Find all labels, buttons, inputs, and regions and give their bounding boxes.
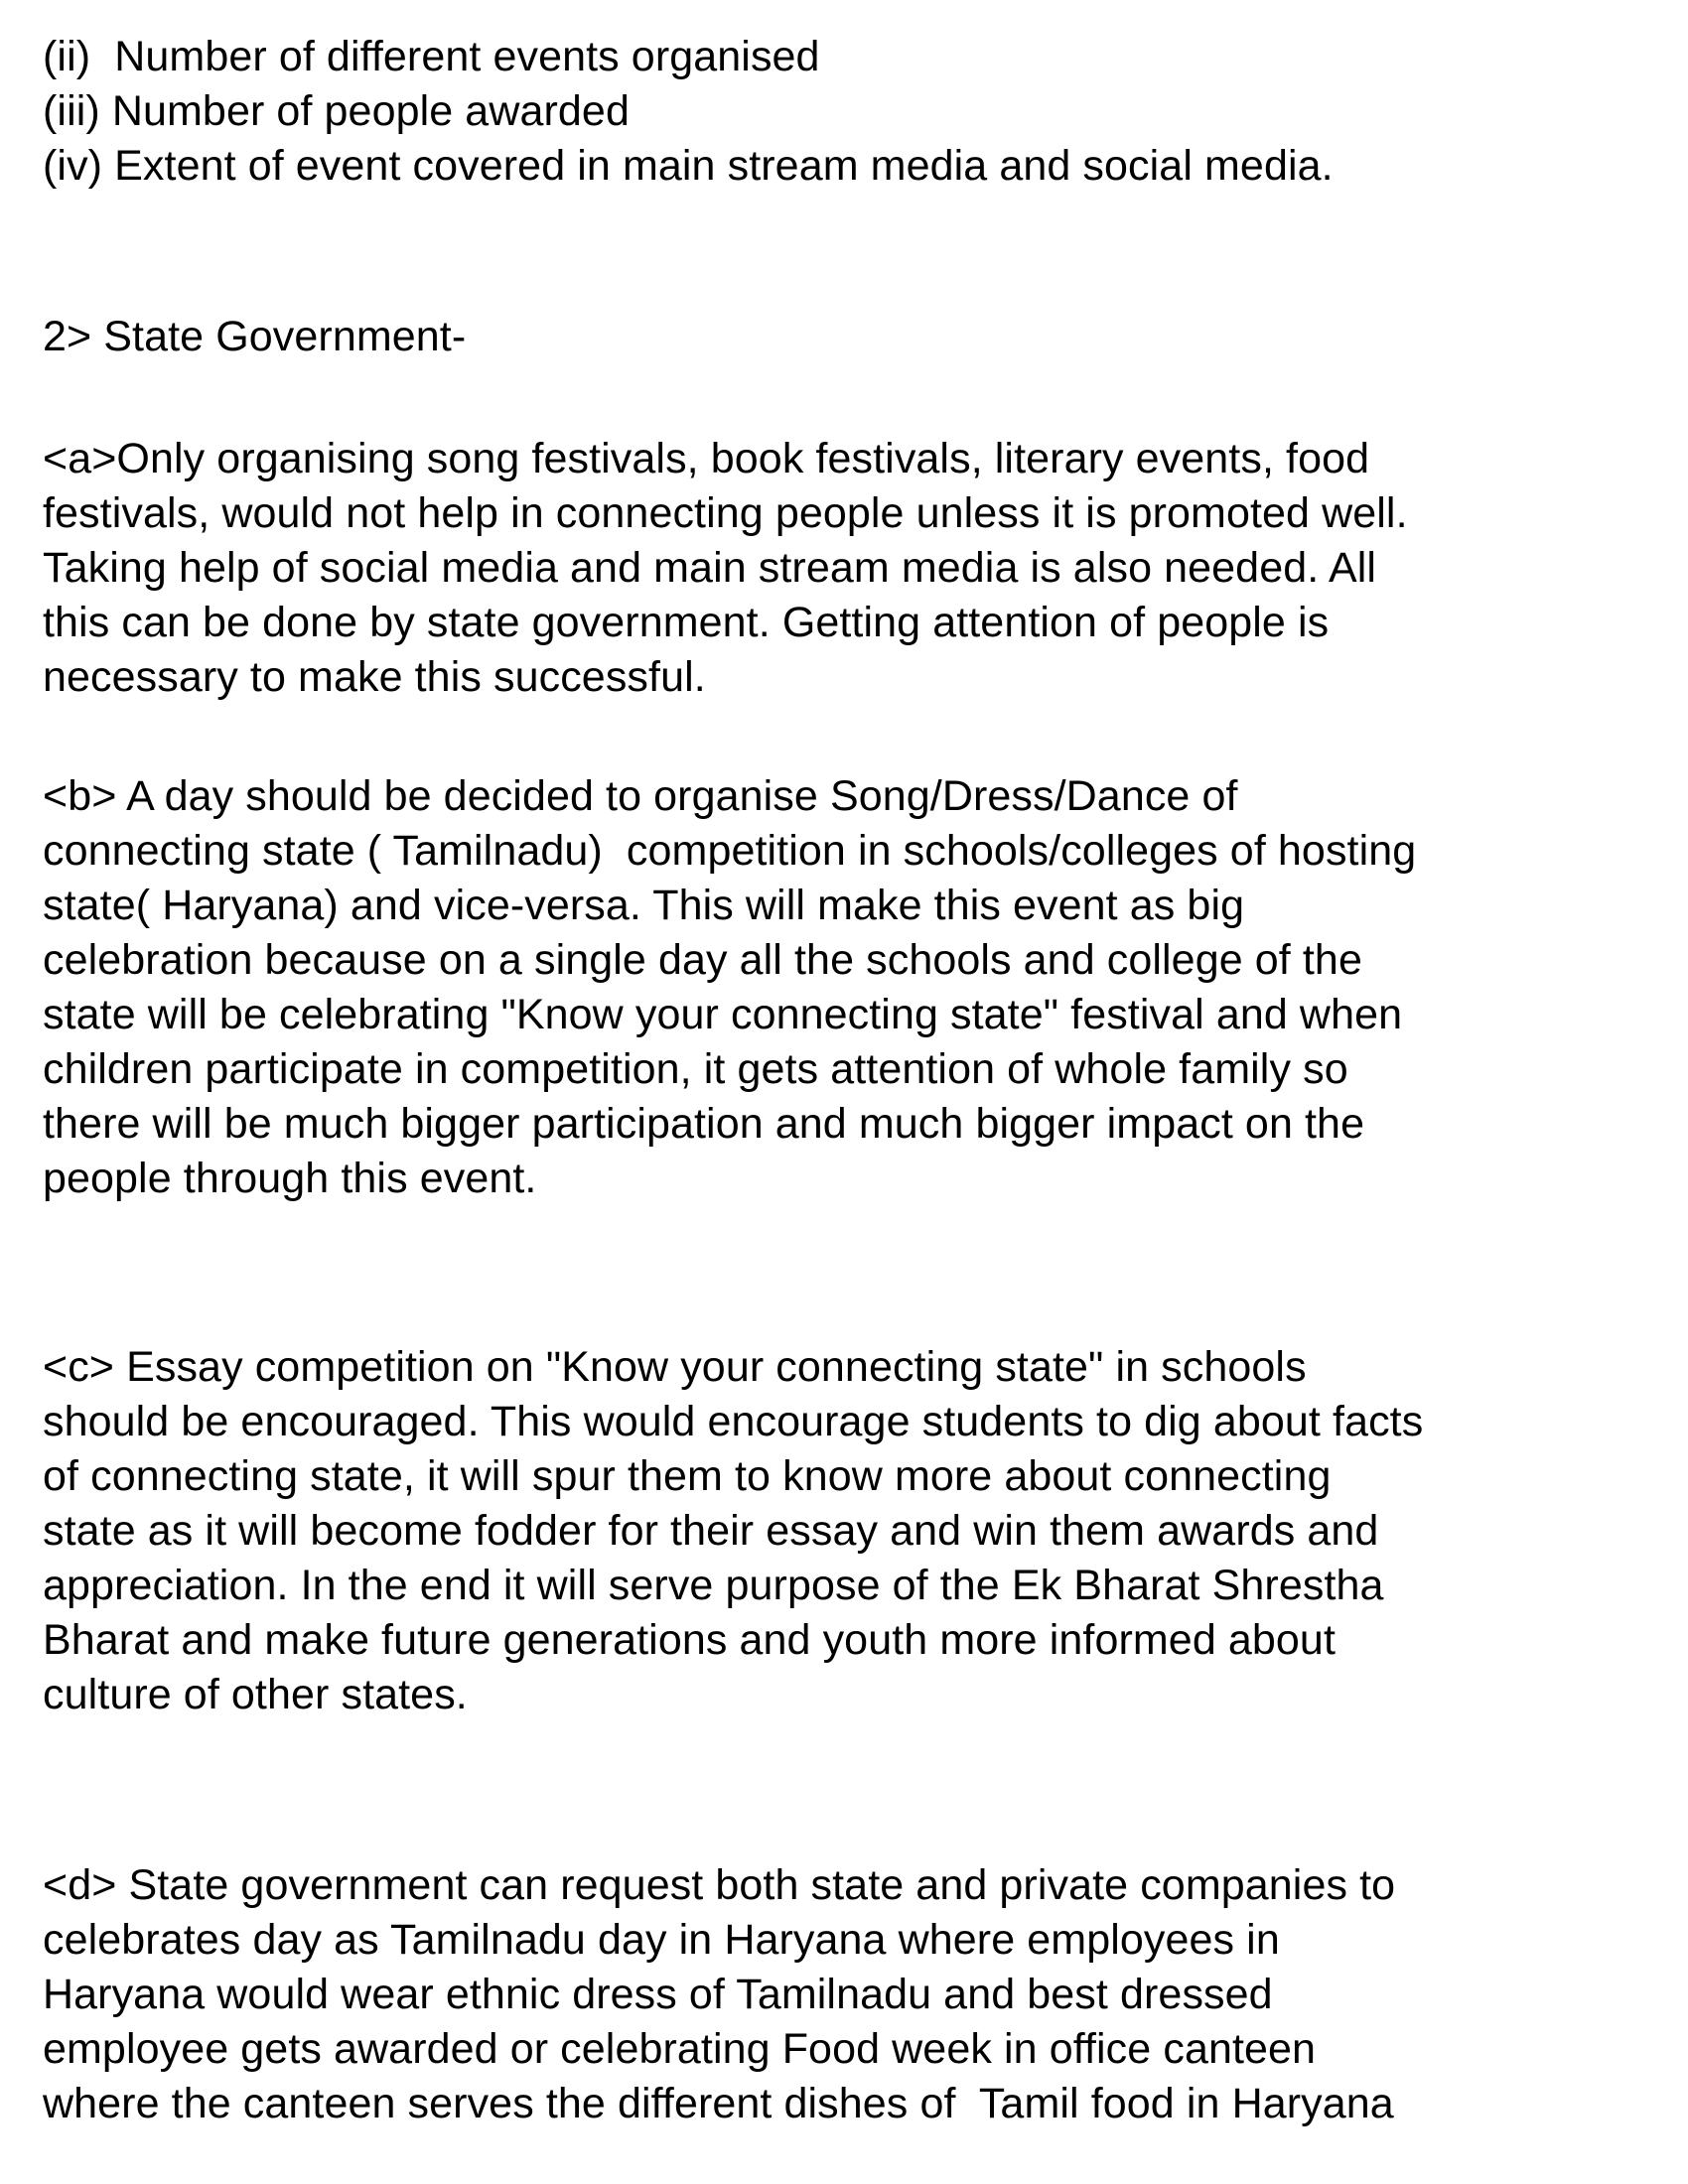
paragraph-b (43, 769, 1658, 1206)
evaluation-criteria-list (43, 30, 1658, 194)
list-item-iii: (iii) Number of people awarded (43, 87, 630, 135)
text-line: employee gets awarded or celebrating Food week in office canteen (43, 2025, 1317, 2073)
text-line: celebration because on a single day all the schools and college of the (43, 936, 1362, 984)
text-line: <d> State government can request both state and private companies to (43, 1861, 1396, 1909)
text-line: state as it will become fodder for their essay and win them awards and (43, 1507, 1379, 1555)
text-line: this can be done by state government. Getting attention of people is (43, 599, 1330, 646)
paragraph-d (43, 1858, 1658, 2131)
text-line: necessary to make this successful. (43, 653, 706, 701)
heading-line: 2> State Government- (43, 313, 467, 360)
text-line: connecting state ( Tamilnadu) competition in schools/colleges of hosting (43, 827, 1417, 875)
text-line: festivals, would not help in connecting people unless it is promoted well. (43, 489, 1408, 537)
paragraph-c (43, 1340, 1658, 1722)
text-line: <a>Only organising song festivals, book festivals, literary events, food (43, 435, 1370, 482)
text-line: Bharat and make future generations and youth more informed about (43, 1616, 1336, 1664)
text-line: <c> Essay competition on "Know your connecting state" in schools (43, 1343, 1307, 1391)
text-line: Haryana would wear ethnic dress of Tamilnadu and best dressed (43, 1971, 1273, 2018)
text-line: Taking help of social media and main stream media is also needed. All (43, 544, 1377, 592)
text-line: children participate in competition, it gets attention of whole family so (43, 1045, 1348, 1093)
text-line: people through this event. (43, 1155, 537, 1202)
text-line: <b> A day should be decided to organise Song/Dress/Dance of (43, 772, 1238, 820)
text-line: should be encouraged. This would encourage students to dig about facts (43, 1398, 1424, 1445)
text-line: celebrates day as Tamilnadu day in Haryana where employees in (43, 1916, 1280, 1964)
text-line: state( Haryana) and vice-versa. This will make this event as big (43, 882, 1245, 929)
section-heading-state-government (43, 310, 1658, 364)
text-line: there will be much bigger participation and much bigger impact on the (43, 1100, 1365, 1148)
text-line: where the canteen serves the different dishes of Tamil food in Haryana (43, 2080, 1394, 2127)
text-line: culture of other states. (43, 1671, 468, 1718)
list-item-ii: (ii) Number of different events organised (43, 33, 820, 80)
text-line: state will be celebrating "Know your connecting state" festival and when (43, 991, 1403, 1038)
paragraph-a (43, 432, 1658, 705)
text-line: appreciation. In the end it will serve purpose of the Ek Bharat Shrestha (43, 1562, 1384, 1609)
list-item-iv: (iv) Extent of event covered in main stream media and social media. (43, 142, 1334, 190)
text-line: of connecting state, it will spur them to know more about connecting (43, 1452, 1332, 1500)
